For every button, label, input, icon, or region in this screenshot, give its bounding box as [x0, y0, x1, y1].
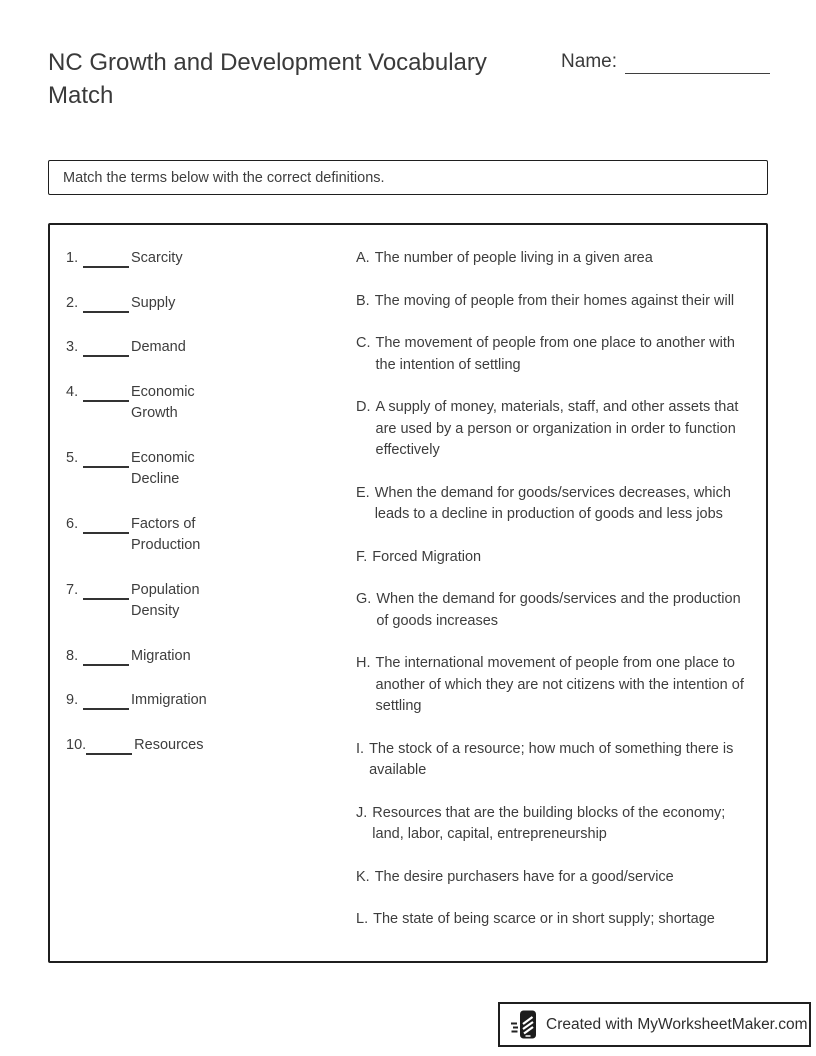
term-label: Immigration — [131, 692, 207, 708]
term-row — [66, 735, 356, 757]
term-label: Supply — [131, 294, 176, 311]
term-row — [66, 514, 356, 557]
term-row — [66, 293, 356, 315]
term-number: 5. — [66, 449, 79, 466]
definition-letter: B. — [356, 292, 370, 309]
definition-row — [356, 483, 746, 526]
definition-letter: H. — [356, 655, 371, 671]
term-row — [66, 690, 356, 712]
term-number: 6. — [66, 515, 79, 532]
term-number: 10. — [66, 736, 87, 753]
footer-credit-text: Created with MyWorksheetMaker.com — [546, 1015, 808, 1033]
term-label: Economic Growth — [131, 383, 195, 421]
term-number: 1. — [66, 250, 79, 266]
definition-letter: L. — [356, 911, 369, 927]
term-number: 9. — [66, 692, 79, 708]
term-number: 7. — [66, 581, 79, 598]
answer-blank — [83, 448, 129, 468]
answer-blank — [83, 248, 129, 268]
definition-text: The desire purchasers have for a good/service — [374, 868, 674, 885]
header — [48, 46, 770, 112]
definition-row — [356, 333, 746, 376]
name-block — [561, 49, 770, 75]
definition-row — [356, 547, 746, 569]
term-label: Population Density — [131, 581, 200, 619]
definition-row — [356, 867, 746, 889]
definition-letter: F. — [356, 548, 368, 565]
definition-letter: J. — [356, 804, 368, 821]
term-row — [66, 382, 356, 425]
definition-text: Resources that are the building blocks of the economy; land, labor, capital, entrepreneurship — [372, 804, 726, 842]
term-number: 4. — [66, 383, 79, 400]
term-label: Economic Decline — [131, 449, 195, 487]
definition-text: A supply of money, materials, staff, and other assets that are used by a person or organization in order to function effectively — [375, 399, 739, 458]
definition-row — [356, 739, 746, 782]
answer-blank — [83, 293, 129, 313]
definition-row — [356, 803, 746, 846]
name-blank-line — [625, 49, 770, 74]
definition-text: The moving of people from their homes against their will — [374, 292, 735, 309]
definition-text: When the demand for goods/services and the production of goods increases — [376, 591, 741, 629]
definitions-column — [356, 248, 746, 961]
definition-row — [356, 397, 746, 462]
definition-text: The state of being scarce or in short supply; shortage — [373, 911, 715, 927]
definition-letter: E. — [356, 484, 370, 501]
definition-text: When the demand for goods/services decreases, which leads to a decline in production of goods and less jobs — [374, 484, 731, 522]
definition-row — [356, 909, 746, 931]
answer-blank — [83, 580, 129, 600]
term-row — [66, 646, 356, 668]
term-label: Factors of Production — [131, 515, 201, 553]
definition-row — [356, 291, 746, 313]
term-label: Migration — [131, 647, 191, 664]
definition-text: The stock of a resource; how much of something there is available — [369, 740, 734, 778]
definition-row — [356, 653, 746, 718]
answer-blank — [83, 690, 129, 710]
instructions-box — [48, 160, 768, 195]
definition-letter: K. — [356, 868, 370, 885]
term-label: Resources — [134, 736, 204, 753]
term-row — [66, 337, 356, 359]
definition-row — [356, 248, 746, 270]
footer-credit-box — [498, 1002, 811, 1047]
definition-row — [356, 589, 746, 632]
definition-text: The international movement of people from one place to another of which they are not citizens with the intention of settling — [375, 655, 744, 714]
term-number: 3. — [66, 339, 79, 355]
definition-text: Forced Migration — [372, 548, 482, 565]
term-number: 8. — [66, 647, 79, 664]
definition-letter: A. — [356, 250, 370, 266]
myworksheetmaker-logo-icon — [511, 1009, 538, 1040]
term-row — [66, 248, 356, 270]
page-title: NC Growth and Development Vocabulary Match — [48, 49, 487, 109]
answer-blank — [86, 735, 132, 755]
instructions-text: Match the terms below with the correct definitions. — [63, 169, 385, 186]
answer-blank — [83, 514, 129, 534]
definition-letter: C. — [356, 335, 371, 351]
term-row — [66, 448, 356, 491]
definition-text: The number of people living in a given area — [374, 250, 653, 266]
definition-letter: I. — [356, 740, 365, 757]
name-label: Name: — [561, 51, 617, 72]
term-label: Scarcity — [131, 250, 183, 266]
definition-letter: D. — [356, 399, 371, 415]
matching-area — [48, 223, 768, 963]
answer-blank — [83, 337, 129, 357]
definition-text: The movement of people from one place to another with the intention of settling — [375, 335, 735, 373]
term-number: 2. — [66, 294, 79, 311]
term-label: Demand — [131, 339, 186, 355]
answer-blank — [83, 646, 129, 666]
term-row — [66, 580, 356, 623]
answer-blank — [83, 382, 129, 402]
terms-column — [66, 248, 356, 961]
definition-letter: G. — [356, 591, 372, 607]
